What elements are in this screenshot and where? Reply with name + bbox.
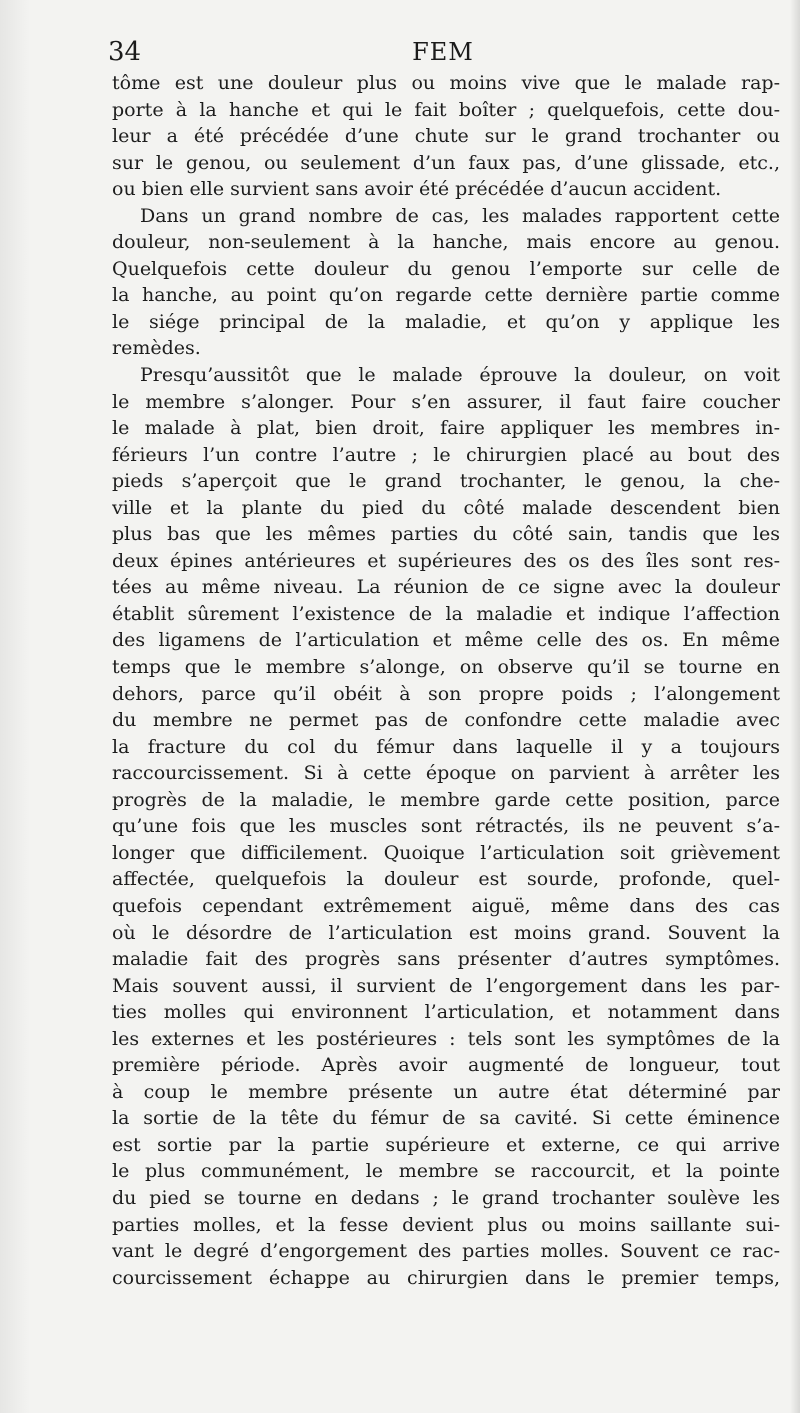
text-line: tées au même niveau. La réunion de ce signe avec la douleur bbox=[112, 576, 780, 599]
text-line: douleur, non-seulement à la hanche, mais encore au genou. bbox=[112, 231, 780, 254]
text-line: plus bas que les mêmes parties du côté sain, tandis que les bbox=[112, 523, 780, 546]
body-text bbox=[112, 70, 780, 1291]
text-line: progrès de la maladie, le membre garde cette position, parce bbox=[112, 788, 780, 811]
text-line: temps que le membre s’alonge, on observe qu’il se tourne en bbox=[112, 656, 780, 679]
text-line: la sortie de la tête du fémur de sa cavité. Si cette éminence bbox=[112, 1107, 780, 1130]
text-line: ties molles qui environnent l’articulation, et notamment dans bbox=[112, 1001, 780, 1024]
text-line: leur a été précédée d’une chute sur le grand trochanter ou bbox=[112, 125, 780, 148]
text-line: où le désordre de l’articulation est moins grand. Souvent la bbox=[112, 921, 780, 944]
text-line: Dans un grand nombre de cas, les malades rapportent cette bbox=[140, 204, 780, 227]
text-line: deux épines antérieures et supérieures des os des îles sont res- bbox=[112, 549, 780, 572]
page-left-edge bbox=[0, 0, 30, 1413]
text-line: la hanche, au point qu’on regarde cette dernière partie comme bbox=[112, 284, 780, 307]
text-line: raccourcissement. Si à cette époque on parvient à arrêter les bbox=[112, 762, 780, 785]
text-line: le plus communément, le membre se raccourcit, et la pointe bbox=[112, 1160, 780, 1183]
text-line: férieurs l’un contre l’autre ; le chirurgien placé au bout des bbox=[112, 443, 780, 466]
text-line: parties molles, et la fesse devient plus ou moins saillante sui- bbox=[112, 1213, 780, 1236]
text-line: affectée, quelquefois la douleur est sourde, profonde, quel- bbox=[112, 868, 780, 891]
text-line: sur le genou, ou seulement d’un faux pas, d’une glissade, etc., bbox=[112, 151, 780, 174]
text-line: Mais souvent aussi, il survient de l’engorgement dans les par- bbox=[112, 974, 780, 997]
text-line: le siége principal de la maladie, et qu’on y applique les bbox=[112, 310, 780, 333]
text-line: tôme est une douleur plus ou moins vive que le malade rap- bbox=[112, 72, 780, 94]
page-right-edge bbox=[790, 0, 800, 1413]
text-line: qu’une fois que les muscles sont rétractés, ils ne peuvent s’a- bbox=[112, 815, 780, 838]
text-line: du pied se tourne en dedans ; le grand trochanter soulève les bbox=[112, 1186, 780, 1209]
text-line: du membre ne permet pas de confondre cette maladie avec bbox=[112, 709, 780, 732]
text-line: est sortie par la partie supérieure et externe, ce qui arrive bbox=[112, 1133, 780, 1156]
text-line: Presqu’aussitôt que le malade éprouve la douleur, on voit bbox=[140, 364, 780, 387]
running-head: FEM bbox=[412, 38, 474, 66]
text-line: vant le degré d’engorgement des parties molles. Souvent ce rac- bbox=[112, 1240, 780, 1263]
text-line: maladie fait des progrès sans présenter d’autres symptômes. bbox=[112, 948, 780, 971]
text-line: la fracture du col du fémur dans laquelle il y a toujours bbox=[112, 735, 780, 758]
page-number: 34 bbox=[108, 37, 142, 67]
text-line: pieds s’aperçoit que le grand trochanter, le genou, la che- bbox=[112, 470, 780, 493]
text-line: ville et la plante du pied du côté malade descendent bien bbox=[112, 496, 780, 519]
text-line: ou bien elle survient sans avoir été précédée d’aucun accident. bbox=[112, 178, 722, 201]
text-line: longer que difficilement. Quoique l’articulation soit grièvement bbox=[112, 841, 780, 864]
text-line: quefois cependant extrêmement aiguë, même dans des cas bbox=[112, 894, 780, 917]
text-line: courcissement échappe au chirurgien dans le premier temps, bbox=[112, 1266, 780, 1289]
text-line: des ligamens de l’articulation et même celle des os. En même bbox=[112, 629, 780, 652]
text-line: dehors, parce qu’il obéit à son propre poids ; l’alongement bbox=[112, 682, 780, 705]
text-line: remèdes. bbox=[112, 337, 201, 360]
page-header bbox=[108, 34, 784, 70]
text-line: les externes et les postérieures : tels sont les symptômes de la bbox=[112, 1027, 780, 1050]
text-line: Quelquefois cette douleur du genou l’emporte sur celle de bbox=[112, 257, 780, 280]
text-line: établit sûrement l’existence de la maladie et indique l’affection bbox=[112, 602, 780, 625]
text-line: porte à la hanche et qui le fait boîter ; quelquefois, cette dou- bbox=[112, 98, 780, 121]
text-line: le membre s’alonger. Pour s’en assurer, il faut faire coucher bbox=[112, 390, 780, 413]
text-line: le malade à plat, bien droit, faire appliquer les membres in- bbox=[112, 417, 780, 440]
text-line: première période. Après avoir augmenté de longueur, tout bbox=[112, 1054, 780, 1077]
text-line: à coup le membre présente un autre état déterminé par bbox=[112, 1080, 780, 1103]
